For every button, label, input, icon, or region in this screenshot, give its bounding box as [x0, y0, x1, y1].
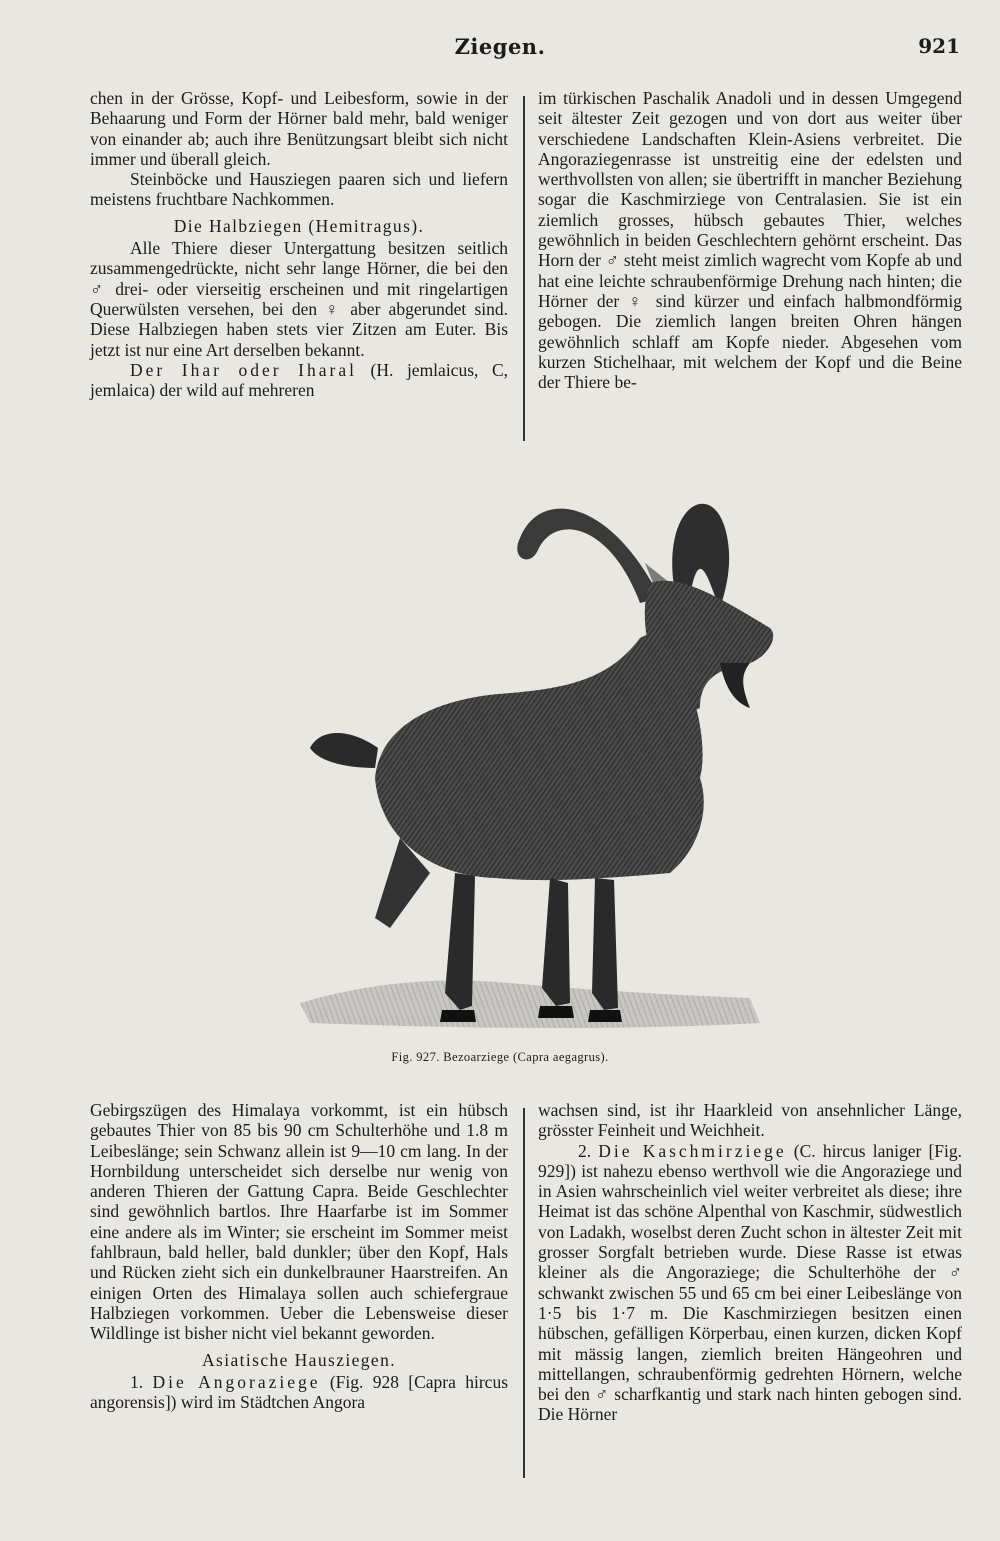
ibex-illustration	[280, 478, 800, 1043]
paragraph: im türkischen Paschalik Anadoli und in dessen Umgegend seit ältester Zeit gezogen und von dort aus weiter über verschiedene Landschaften Klein-Asiens verbreitet. Die Angoraziegenrasse ist unstreitig eine der edelsten und werthvollsten von allen; sie übertrifft in mancher Beziehung sogar die Kaschmirziege von Centralasien. Sie ist ein ziemlich grosses, hübsch gebautes Thier, welches gewöhnlich in beiden Geschlechtern gehörnt erscheint. Das Horn der ♂ steht meist zimlich wagrecht vom Kopfe ab und hat eine leichte schraubenförmige Drehung nach hinten; die Hörner der ♀ sind kürzer und einfach halbmondförmig gebogen. Die ziemlich langen breiten Ohren hängen gewöhnlich schlaff am Kopfe nieder. Abgesehen vom kurzen Stichelhaar, mit welchem der Kopf und die Beine der Thiere be-	[538, 88, 962, 393]
breed-name: Die Angoraziege	[152, 1371, 321, 1392]
list-number: 2.	[578, 1140, 592, 1161]
running-header-title: Ziegen.	[454, 34, 546, 59]
paragraph: chen in der Grösse, Kopf- und Leibesform, sowie in der Behaarung und Form der Hörner bald mehr, bald weniger von einander ab; auch ihre Benützungsart bleibt sich nicht immer und überall gleich.	[90, 88, 508, 169]
paragraph-text: (C. hircus laniger [Fig. 929]) ist nahezu ebenso werthvoll wie die Angoraziege und in Asien wahrscheinlich viel weiter verbreitet als diese; ihre Heimat ist das schöne Alpenthal von Kaschmir, südwestlich von Ladakh, woselbst deren Zucht schon in ältester Zeit mit grosser Sorgfalt betrieben wurde. Diese Rasse ist etwas kleiner als die Angoraziege; die Schulterhöhe der ♂ schwankt zwischen 55 und 65 cm bei einer Leibeslänge von 1·5 bis 1·7 m. Die Kaschmirziegen besitzen einen hübschen, gefälligen Körperbau, einen kurzen, dicken Kopf mit mässig langen, ziemlich breiten Hängeohren und mittellangen, schraubenförmig gedrehten Hörnern, welche bei den ♂ scharfkantig und stark nach hinten gebogen sind. Die Hörner	[538, 1140, 963, 1425]
paragraph-text: (H. jemlaicus, C, jemlaica) der wild auf mehreren	[90, 359, 508, 401]
breed-name: Die Kaschmirziege	[598, 1140, 787, 1161]
page-number: 921	[918, 34, 960, 58]
section-heading: Asiatische Hausziegen.	[201, 1349, 397, 1370]
paragraph: Gebirgszügen des Himalaya vorkommt, ist ein hübsch gebautes Thier von 85 bis 90 cm Schulterhöhe und 1.8 m Leibeslänge; sein Schwanz allein ist 9—10 cm lang. In der Hornbildung unterscheidet sich derselbe nur wenig von anderen Thieren der Gattung Capra. Beide Geschlechter sind gewöhnlich bartlos. Ihre Haarfarbe ist im Sommer eine andere als im Winter; sie erscheint im Sommer meist fahlbraun, bald heller, bald dunkler; über den Kopf, Hals und Rücken zieht sich ein dunkelbrauner Haarstreifen. An einigen Orten des Himalaya sollen auch schiefergraue Halbziegen vorkommen. Ueber die Lebensweise dieser Wildlinge ist bisher nicht viel bekannt geworden.	[90, 1100, 508, 1344]
column-bottom-left	[90, 1100, 508, 1412]
column-bottom-right	[538, 1100, 962, 1425]
species-name: Der Ihar oder Iharal	[130, 359, 357, 380]
paragraph: wachsen sind, ist ihr Haarkleid von ansehnlicher Länge, grösster Feinheit und Weichheit.	[538, 1100, 962, 1141]
ibex-engraving	[280, 478, 800, 1043]
paragraph-text: (Fig. 928 [Capra hircus angorensis]) wird im Städtchen Angora	[90, 1371, 508, 1413]
column-divider	[523, 1108, 525, 1478]
paragraph	[538, 1141, 962, 1425]
column-top-right	[538, 88, 962, 392]
list-number: 1.	[130, 1371, 144, 1392]
column-top-left	[90, 88, 508, 400]
figure-caption: Fig. 927. Bezoarziege (Capra aegagrus).	[391, 1050, 609, 1064]
column-divider	[523, 96, 525, 441]
paragraph: Alle Thiere dieser Untergattung besitzen seitlich zusammengedrückte, nicht sehr lange Hörner, die bei den ♂ drei- oder vierseitig erscheinen und mit ringelartigen Querwülsten versehen, bei den ♀ aber abgerundet sind. Diese Halbziegen haben stets vier Zitzen am Euter. Bis jetzt ist nur eine Art derselben bekannt.	[90, 238, 508, 360]
paragraph: Steinböcke und Hausziegen paaren sich und liefern meistens fruchtbare Nachkommen.	[90, 169, 508, 210]
paragraph	[90, 360, 508, 401]
section-heading: Die Halbziegen (Hemitragus).	[173, 215, 425, 236]
paragraph	[90, 1372, 508, 1413]
